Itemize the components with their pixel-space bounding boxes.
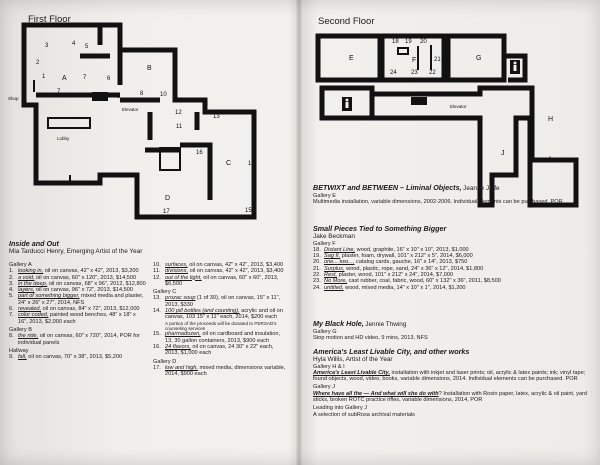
section-artist: Mia Tarducci Henry, Emerging Artist of the Year — [9, 248, 143, 255]
leading-heading: Leading into Gallery J — [313, 405, 368, 412]
artwork-item: 12. out of the light, oil on canvas, 60" x 60", 2013, $6,500 — [153, 274, 279, 287]
artwork-item: 15. pharmadozen, oil on cardboard and insulation, 13, 30 gallon containers, 2013, $900 each — [153, 331, 281, 344]
artwork-item: 16. 24 flavors, oil on canvas, 24 30" x 22" each, 2013, $1,000 each — [153, 344, 274, 357]
betwixt-artist: Jeanne Jaffe — [463, 185, 500, 192]
room-21: 21 — [434, 57, 441, 63]
room-11: 11 — [176, 124, 183, 130]
gallery-J-label: J — [501, 150, 505, 157]
artwork-item: 18. Distant Line, wood, graphite, 16" x 10" x 10", 2013, $1,000 — [313, 246, 469, 253]
gallery-G-label: G — [476, 55, 482, 62]
room-4: 4 — [72, 41, 76, 47]
room-14: 14 — [248, 161, 255, 167]
room-5: 5 — [85, 44, 89, 50]
room-3: 3 — [45, 43, 49, 49]
elevator-label-2: Elevator — [450, 104, 467, 109]
gallery-j-heading: Gallery J — [313, 384, 336, 391]
room-7a: 7 — [57, 89, 61, 95]
gallery-a-heading: Gallery A — [9, 262, 32, 268]
shop-label: Shop — [8, 96, 19, 101]
gallery-E-label: E — [349, 55, 354, 62]
artwork-list-col1 — [9, 262, 147, 360]
artwork-item: 11. divisions, oil on canvas, 42" x 42", 2013, $3,400 — [153, 268, 284, 275]
black-hole-artist: Jennie Thwing — [365, 321, 407, 328]
leading-desc: A selection of subRosa archival materials — [313, 411, 415, 418]
room-22: 22 — [429, 70, 436, 76]
least-livable-artist: Hyla Willis, Artist of the Year — [313, 356, 393, 363]
room-19: 19 — [405, 39, 412, 45]
artwork-item: 5. part of something bigger, mixed media and plaster, 24" x 26" x 27", 2014, NFS — [9, 293, 144, 306]
artwork-item: 8. the ride, oil on canvas, 60" x 720", 2014, POR for individual panels — [9, 333, 140, 346]
room-23: 23 — [411, 70, 418, 76]
j-entry: Where have all the — And what will she do with? Installation with Rosin paper, latex, acrylic & oil paint, yard sticks, broken ROTC practice rifles, variable dimensions, 2014, POR — [313, 390, 587, 403]
hallway-heading: Hallway — [9, 347, 29, 354]
artwork-item: 24. untitled, wood, mixed media, 14" x 10" x 1", 2014, $1,200 — [313, 284, 466, 291]
gallery-I-label: I — [549, 156, 551, 163]
artwork-item: 14. 100 pill bottles (and counting), acrylic and oil on canvas, 103 15" x 11" each, 2014, $200 each — [153, 308, 283, 321]
lobby-label: Lobby — [57, 136, 70, 141]
betwixt-gallery: Gallery E — [313, 192, 337, 199]
first-floor-title: First Floor — [28, 14, 71, 25]
small-pieces-artist: Jake Beckman — [313, 233, 355, 240]
room-7b: 7 — [83, 75, 87, 81]
room-8: 8 — [140, 91, 144, 97]
betwixt-section — [313, 184, 591, 205]
room-1: 1 — [42, 74, 46, 80]
hi-entry: America's Least Livable City, installation with inkjet and laser prints; oil, acrylic & latex paints; ink; vinyl tape; found objects, wood, video, books, variable dimensions, 2014. Individual elements can be purchased. POR — [313, 369, 586, 383]
artwork-item: 21. Surplus, wood, plastic, rope, sand, 24" x 36" x 12", 2014, $1,800 — [313, 265, 484, 272]
elevator-label-1: Elevator — [122, 107, 139, 112]
black-hole-title: My Black Hole, — [313, 319, 364, 328]
small-pieces-section — [313, 225, 591, 291]
artwork-item: 3. in the deep, oil on canvas, 68" x 96", 2012, $12,800 — [9, 280, 146, 287]
gallery-hi-heading: Gallery H & I — [313, 363, 345, 370]
artwork-item: 22. Rest, plaster, wood, 101" x 212" x 24", 2014, $7,000 — [313, 271, 454, 278]
artwork-item: 6. revealed, oil on canvas, 84" x 72", 2013, $12,000 — [9, 306, 140, 313]
room-10: 10 — [160, 92, 167, 98]
least-livable-title: America's Least Livable City, and other works — [313, 347, 470, 356]
betwixt-title: BETWIXT and BETWEEN – Liminal Objects, — [313, 183, 462, 192]
artwork-item: 4. layers, oil on canvas, 96" x 72", 2013, $14,500 — [9, 287, 134, 294]
small-pieces-gallery: Gallery F — [313, 240, 336, 247]
artwork-item: 7. color coded, painted wood benches, 48" x 18" x 16", 2013, $2,000 each — [9, 312, 136, 325]
second-floor-plan — [318, 36, 576, 205]
black-hole-section — [313, 320, 591, 341]
room-6: 6 — [107, 76, 111, 82]
room-15: 15 — [245, 208, 252, 214]
artwork-list-col2 — [153, 262, 289, 378]
gallery-B-label: B — [147, 65, 152, 72]
gallery-C-label: C — [226, 160, 232, 167]
room-24: 24 — [390, 70, 397, 76]
donation-note: A portion of the proceeds will be donated to PERSAD's counseling services — [165, 320, 277, 332]
room-17: 17 — [163, 209, 170, 215]
gallery-H-label: H — [548, 116, 554, 123]
gallery-D-label: D — [165, 195, 171, 202]
room-16: 16 — [196, 150, 203, 156]
gallery-F-label: F — [412, 57, 417, 64]
artwork-item: 19. Sag II, plaster, foam, drywall, 101" x 212" x 5", 2014, $6,000 — [313, 253, 473, 260]
gallery-c-heading: Gallery C — [153, 289, 177, 296]
second-floor-title: Second Floor — [318, 16, 375, 27]
black-hole-gallery: Gallery G — [313, 328, 337, 335]
artwork-item: 1. looking in, oil on canvas, 42" x 42", 2013, $3,200 — [9, 268, 139, 275]
inside-and-out-header — [9, 240, 289, 256]
room-2: 2 — [36, 60, 40, 66]
artwork-item: 13. prozac soup (1 of 30), oil on canvas, 15" x 11", 2013, $330 — [153, 295, 281, 308]
section-title: Inside and Out — [9, 239, 59, 248]
small-pieces-title: Small Pieces Tied to Something Bigger — [313, 224, 447, 233]
gallery-d-heading: Gallery D — [153, 358, 177, 365]
room-20: 20 — [420, 39, 427, 45]
artwork-item: 10. surfaces, oil on canvas, 42" x 42", 2013, $3,400 — [153, 262, 284, 268]
first-floor-plan — [24, 25, 254, 217]
room-9: 9 — [117, 94, 121, 100]
black-hole-desc: Stop motion and HD video, 9 mins, 2013, NFS — [313, 334, 428, 341]
room-13: 13 — [213, 114, 220, 120]
betwixt-desc: Multimedia installation, variable dimensions, 2002-2006. Individual elements can be purchased. POR — [313, 198, 563, 205]
artwork-item: 17. low and high, mixed media, dimensions variable, 2014, $900 each — [153, 364, 286, 378]
room-12: 12 — [175, 110, 182, 116]
artwork-item: 2. a void, oil on canvas, 60" x 120", 2013, $14,500 — [9, 274, 137, 281]
artwork-item: 9. fall, oil on canvas, 70" x 38", 2013, $5,200 — [9, 354, 123, 361]
gallery-A-label: A — [62, 75, 67, 82]
gallery-b-heading: Gallery B — [9, 326, 33, 333]
least-livable-section — [313, 348, 591, 418]
artwork-item: 20. one... two..., catalog cards, gauche, 16" x 14", 2013, $750 — [313, 259, 468, 266]
room-18: 18 — [392, 39, 399, 45]
artwork-item: 23. No More, cast rubber, coal, fabric, wood, 60" x 132" x 36", 2011, $8,500 — [313, 278, 501, 285]
